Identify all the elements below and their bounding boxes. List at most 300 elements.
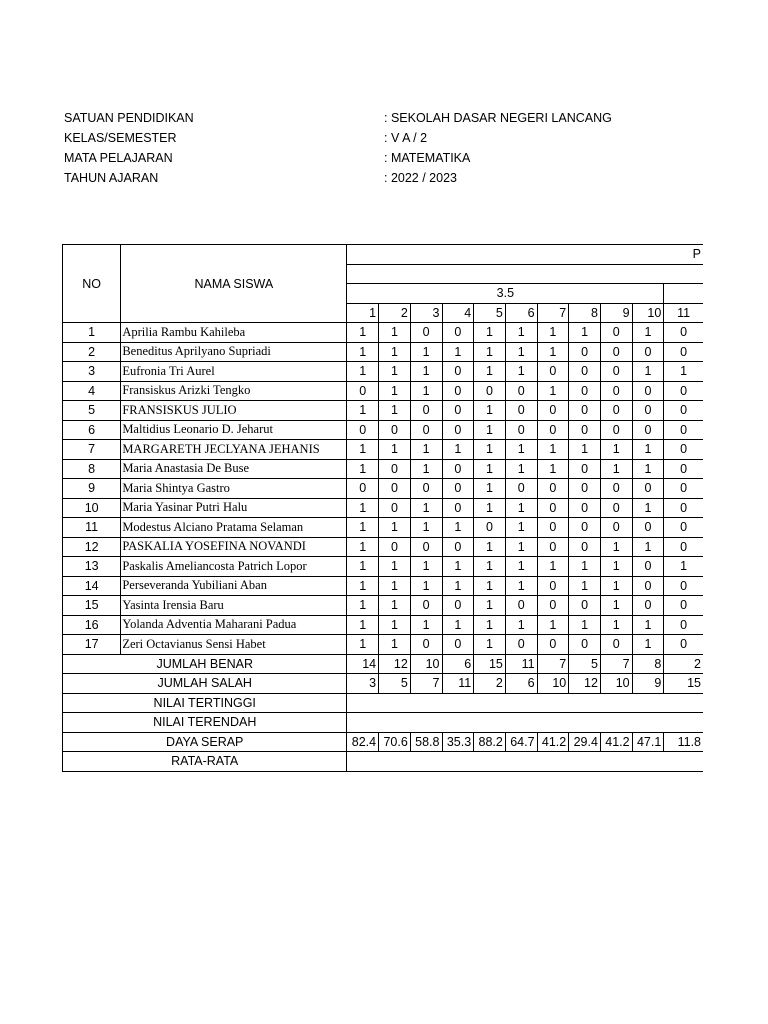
- student-name: Maria Yasinar Putri Halu: [121, 498, 347, 518]
- score-cell: 1: [379, 342, 411, 362]
- score-cell: 1: [379, 518, 411, 538]
- score-cell: 1: [537, 342, 569, 362]
- score-cell: 1: [632, 323, 664, 343]
- header-label: TAHUN AJARAN: [64, 171, 159, 185]
- student-no: 2: [63, 342, 121, 362]
- score-cell: 1: [410, 557, 442, 577]
- summary-row: [63, 674, 704, 694]
- score-cell: 0: [600, 479, 632, 499]
- score-cell: 0: [600, 635, 632, 655]
- score-cell: 0: [600, 381, 632, 401]
- table-row: [63, 420, 704, 440]
- score-cell: 0: [569, 479, 601, 499]
- score-cell: 0: [410, 323, 442, 343]
- score-cell: 1: [474, 615, 506, 635]
- score-cell: 1: [505, 362, 537, 382]
- score-cell: 1: [505, 342, 537, 362]
- score-cell: 1: [410, 518, 442, 538]
- student-name: Perseveranda Yubiliani Aban: [121, 576, 347, 596]
- score-cell: 0: [664, 537, 703, 557]
- score-cell: 1: [474, 537, 506, 557]
- student-name: Yolanda Adventia Maharani Padua: [121, 615, 347, 635]
- header-value: : 2022 / 2023: [384, 171, 457, 185]
- score-cell: 0: [505, 596, 537, 616]
- score-cell: 0: [505, 381, 537, 401]
- score-cell: 0: [474, 381, 506, 401]
- score-cell: 1: [379, 635, 411, 655]
- score-cell: 1: [600, 440, 632, 460]
- header-label: SATUAN PENDIDIKAN: [64, 111, 194, 125]
- table-row: [63, 615, 704, 635]
- score-cell: 1: [505, 576, 537, 596]
- table-row: [63, 342, 704, 362]
- score-cell: 1: [537, 323, 569, 343]
- summary-value: 11: [442, 674, 474, 694]
- score-cell: 0: [600, 420, 632, 440]
- student-name: FRANSISKUS JULIO: [121, 401, 347, 421]
- summary-empty-cell: [347, 752, 703, 772]
- score-cell: 0: [442, 362, 474, 382]
- score-cell: 1: [379, 615, 411, 635]
- question-number: 11: [664, 303, 703, 323]
- score-cell: 1: [569, 323, 601, 343]
- kd-label: 3.5: [347, 284, 664, 304]
- student-no: 11: [63, 518, 121, 538]
- score-cell: 0: [537, 576, 569, 596]
- student-name: Modestus Alciano Pratama Selaman: [121, 518, 347, 538]
- student-name: Maltidius Leonario D. Jeharut: [121, 420, 347, 440]
- score-cell: 1: [410, 381, 442, 401]
- student-no: 15: [63, 596, 121, 616]
- score-cell: 1: [347, 518, 379, 538]
- score-cell: 1: [379, 440, 411, 460]
- summary-value: 41.2: [600, 732, 632, 752]
- score-cell: 1: [569, 576, 601, 596]
- student-no: 5: [63, 401, 121, 421]
- table-row: [63, 596, 704, 616]
- score-cell: 1: [379, 596, 411, 616]
- score-cell: 0: [442, 420, 474, 440]
- score-cell: 1: [347, 342, 379, 362]
- score-cell: 1: [505, 615, 537, 635]
- summary-value: 88.2: [474, 732, 506, 752]
- student-no: 9: [63, 479, 121, 499]
- score-cell: 1: [379, 557, 411, 577]
- score-cell: 0: [569, 596, 601, 616]
- question-number: 5: [474, 303, 506, 323]
- student-name: MARGARETH JECLYANA JEHANIS: [121, 440, 347, 460]
- score-cell: 0: [537, 401, 569, 421]
- score-cell: 1: [410, 362, 442, 382]
- summary-value: 29.4: [569, 732, 601, 752]
- summary-value: 35.3: [442, 732, 474, 752]
- question-number: 6: [505, 303, 537, 323]
- score-cell: 0: [537, 518, 569, 538]
- score-cell: 0: [664, 323, 703, 343]
- summary-value: 14: [347, 654, 379, 674]
- score-cell: 1: [474, 635, 506, 655]
- score-cell: 0: [664, 401, 703, 421]
- score-cell: 1: [442, 518, 474, 538]
- score-cell: 0: [569, 498, 601, 518]
- table-row: [63, 557, 704, 577]
- score-cell: 0: [379, 498, 411, 518]
- header-value: : V A / 2: [384, 131, 428, 145]
- score-cell: 0: [537, 420, 569, 440]
- question-number: 9: [600, 303, 632, 323]
- score-cell: 0: [632, 401, 664, 421]
- score-cell: 0: [442, 479, 474, 499]
- table-row: [63, 537, 704, 557]
- score-cell: 1: [600, 596, 632, 616]
- header-row: [64, 148, 664, 168]
- score-cell: 1: [537, 459, 569, 479]
- score-cell: 1: [379, 401, 411, 421]
- score-cell: 1: [474, 557, 506, 577]
- score-cell: 0: [664, 576, 703, 596]
- score-cell: 0: [664, 342, 703, 362]
- score-cell: 1: [347, 440, 379, 460]
- score-cell: 0: [632, 596, 664, 616]
- table-row: [63, 518, 704, 538]
- score-cell: 1: [474, 342, 506, 362]
- score-cell: 0: [569, 362, 601, 382]
- summary-value: 41.2: [537, 732, 569, 752]
- header-row: [64, 168, 664, 188]
- student-no: 12: [63, 537, 121, 557]
- score-cell: 1: [600, 557, 632, 577]
- score-cell: 0: [442, 459, 474, 479]
- score-cell: 1: [347, 459, 379, 479]
- score-cell: 0: [505, 420, 537, 440]
- header-blank-cell: [347, 264, 703, 284]
- summary-label: RATA-RATA: [63, 752, 347, 772]
- table-row: [63, 401, 704, 421]
- score-cell: 0: [632, 420, 664, 440]
- score-cell: 1: [537, 557, 569, 577]
- score-cell: 0: [505, 635, 537, 655]
- score-cell: 0: [347, 381, 379, 401]
- score-cell: 1: [474, 440, 506, 460]
- score-cell: 1: [379, 576, 411, 596]
- summary-row: [63, 713, 704, 733]
- summary-value: 9: [632, 674, 664, 694]
- score-cell: 1: [410, 498, 442, 518]
- score-cell: 1: [600, 537, 632, 557]
- question-number: 8: [569, 303, 601, 323]
- score-cell: 1: [347, 537, 379, 557]
- score-cell: 1: [537, 615, 569, 635]
- score-cell: 0: [442, 323, 474, 343]
- score-cell: 0: [410, 537, 442, 557]
- student-no: 6: [63, 420, 121, 440]
- score-cell: 1: [505, 440, 537, 460]
- student-no: 17: [63, 635, 121, 655]
- score-cell: 1: [347, 498, 379, 518]
- student-no: 3: [63, 362, 121, 382]
- score-cell: 1: [664, 557, 703, 577]
- student-name: Maria Anastasia De Buse: [121, 459, 347, 479]
- score-cell: 0: [410, 635, 442, 655]
- summary-label: NILAI TERTINGGI: [63, 693, 347, 713]
- score-cell: 0: [600, 518, 632, 538]
- score-cell: 1: [474, 576, 506, 596]
- score-cell: 0: [379, 459, 411, 479]
- student-no: 13: [63, 557, 121, 577]
- score-cell: 0: [379, 537, 411, 557]
- score-cell: 1: [537, 440, 569, 460]
- score-cell: 0: [442, 381, 474, 401]
- question-number: 4: [442, 303, 474, 323]
- table-row: [63, 479, 704, 499]
- score-cell: 1: [474, 323, 506, 343]
- student-no: 4: [63, 381, 121, 401]
- table-row: [63, 576, 704, 596]
- score-cell: 0: [505, 401, 537, 421]
- score-cell: 0: [347, 420, 379, 440]
- summary-value: 2: [664, 654, 703, 674]
- score-cell: 0: [537, 479, 569, 499]
- table-row: [63, 498, 704, 518]
- score-sheet: [62, 244, 703, 774]
- score-cell: 0: [664, 381, 703, 401]
- score-cell: 1: [347, 635, 379, 655]
- score-cell: 1: [505, 537, 537, 557]
- header-value: : MATEMATIKA: [384, 151, 471, 165]
- score-cell: 0: [410, 479, 442, 499]
- score-cell: 1: [347, 401, 379, 421]
- score-cell: 1: [632, 635, 664, 655]
- score-cell: 0: [379, 420, 411, 440]
- summary-value: 10: [600, 674, 632, 694]
- score-cell: 0: [569, 459, 601, 479]
- summary-value: 11: [505, 654, 537, 674]
- score-cell: 1: [505, 323, 537, 343]
- student-name: Maria Shintya Gastro: [121, 479, 347, 499]
- table-row: [63, 323, 704, 343]
- score-cell: 1: [474, 459, 506, 479]
- score-cell: 1: [442, 615, 474, 635]
- question-number: 10: [632, 303, 664, 323]
- score-cell: 0: [537, 635, 569, 655]
- score-cell: 1: [569, 557, 601, 577]
- summary-value: 64.7: [505, 732, 537, 752]
- summary-value: 2: [474, 674, 506, 694]
- summary-value: 58.8: [410, 732, 442, 752]
- score-cell: 1: [474, 479, 506, 499]
- summary-value: 15: [474, 654, 506, 674]
- score-cell: 1: [410, 440, 442, 460]
- summary-value: 10: [537, 674, 569, 694]
- summary-value: 5: [379, 674, 411, 694]
- score-cell: 0: [632, 557, 664, 577]
- summary-row: [63, 732, 704, 752]
- summary-value: 3: [347, 674, 379, 694]
- score-cell: 1: [537, 381, 569, 401]
- score-cell: 0: [410, 401, 442, 421]
- score-cell: 1: [410, 342, 442, 362]
- score-cell: 0: [664, 479, 703, 499]
- summary-value: 8: [632, 654, 664, 674]
- score-cell: 1: [505, 557, 537, 577]
- summary-empty-cell: [347, 693, 703, 713]
- score-cell: 0: [664, 420, 703, 440]
- student-name: Paskalis Ameliancosta Patrich Lopor: [121, 557, 347, 577]
- score-cell: 0: [442, 498, 474, 518]
- table-top-header: P: [347, 245, 703, 265]
- score-cell: 1: [379, 323, 411, 343]
- score-cell: 1: [505, 498, 537, 518]
- score-cell: 1: [442, 440, 474, 460]
- student-name: PASKALIA YOSEFINA NOVANDI: [121, 537, 347, 557]
- score-cell: 1: [474, 401, 506, 421]
- table-row: [63, 440, 704, 460]
- summary-value: 7: [537, 654, 569, 674]
- header-label: MATA PELAJARAN: [64, 151, 173, 165]
- score-cell: 1: [474, 420, 506, 440]
- score-cell: 0: [410, 420, 442, 440]
- score-cell: 0: [600, 401, 632, 421]
- question-number: 2: [379, 303, 411, 323]
- summary-value: 82.4: [347, 732, 379, 752]
- score-cell: 1: [569, 615, 601, 635]
- score-cell: 1: [632, 615, 664, 635]
- score-cell: 1: [442, 342, 474, 362]
- summary-row: [63, 693, 704, 713]
- summary-value: 10: [410, 654, 442, 674]
- document-header: [64, 108, 664, 188]
- student-no: 16: [63, 615, 121, 635]
- score-cell: 1: [442, 557, 474, 577]
- summary-value: 7: [410, 674, 442, 694]
- student-name: Yasinta Irensia Baru: [121, 596, 347, 616]
- summary-value: 47.1: [632, 732, 664, 752]
- summary-value: 7: [600, 654, 632, 674]
- score-cell: 0: [537, 537, 569, 557]
- score-cell: 1: [474, 362, 506, 382]
- student-name: Eufronia Tri Aurel: [121, 362, 347, 382]
- summary-label: JUMLAH SALAH: [63, 674, 347, 694]
- score-cell: 1: [600, 459, 632, 479]
- score-cell: 1: [474, 498, 506, 518]
- score-cell: 0: [442, 401, 474, 421]
- table-row: [63, 459, 704, 479]
- score-cell: 0: [569, 342, 601, 362]
- score-cell: 1: [632, 362, 664, 382]
- header-value: : SEKOLAH DASAR NEGERI LANCANG: [384, 111, 612, 125]
- question-number: 7: [537, 303, 569, 323]
- score-cell: 0: [632, 479, 664, 499]
- student-name: Aprilia Rambu Kahileba: [121, 323, 347, 343]
- summary-row: [63, 654, 704, 674]
- summary-value: 12: [569, 674, 601, 694]
- score-cell: 1: [347, 323, 379, 343]
- header-row-top: [63, 245, 704, 265]
- score-cell: 0: [569, 401, 601, 421]
- score-cell: 0: [442, 537, 474, 557]
- score-cell: 1: [600, 576, 632, 596]
- summary-value: 6: [442, 654, 474, 674]
- student-name: Fransiskus Arizki Tengko: [121, 381, 347, 401]
- header-label: KELAS/SEMESTER: [64, 131, 177, 145]
- score-cell: 0: [569, 537, 601, 557]
- score-cell: 1: [379, 381, 411, 401]
- score-cell: 0: [664, 615, 703, 635]
- score-cell: 1: [569, 440, 601, 460]
- score-cell: 0: [347, 479, 379, 499]
- score-cell: 1: [474, 596, 506, 616]
- score-cell: 0: [505, 479, 537, 499]
- score-cell: 1: [347, 596, 379, 616]
- table-row: [63, 362, 704, 382]
- summary-value: 12: [379, 654, 411, 674]
- score-cell: 0: [410, 596, 442, 616]
- score-cell: 1: [410, 615, 442, 635]
- student-name: Beneditus Aprilyano Supriadi: [121, 342, 347, 362]
- score-cell: 0: [537, 362, 569, 382]
- score-cell: 0: [569, 518, 601, 538]
- student-no: 10: [63, 498, 121, 518]
- col-no-header: NO: [63, 245, 121, 323]
- header-row: [64, 108, 664, 128]
- summary-label: JUMLAH BENAR: [63, 654, 347, 674]
- score-cell: 0: [600, 498, 632, 518]
- score-cell: 1: [410, 459, 442, 479]
- score-table: [62, 244, 703, 772]
- score-cell: 0: [569, 635, 601, 655]
- student-name: Zeri Octavianus Sensi Habet: [121, 635, 347, 655]
- student-no: 1: [63, 323, 121, 343]
- score-cell: 1: [410, 576, 442, 596]
- summary-empty-cell: [347, 713, 703, 733]
- score-cell: 1: [347, 576, 379, 596]
- col-name-header: NAMA SISWA: [121, 245, 347, 323]
- student-no: 7: [63, 440, 121, 460]
- summary-value: 70.6: [379, 732, 411, 752]
- score-cell: 1: [664, 362, 703, 382]
- score-cell: 1: [632, 440, 664, 460]
- score-cell: 0: [632, 576, 664, 596]
- score-cell: 0: [537, 498, 569, 518]
- header-row: [64, 128, 664, 148]
- table-row: [63, 635, 704, 655]
- student-no: 8: [63, 459, 121, 479]
- summary-label: NILAI TERENDAH: [63, 713, 347, 733]
- score-cell: 1: [505, 518, 537, 538]
- question-number: 1: [347, 303, 379, 323]
- table-row: [63, 381, 704, 401]
- score-cell: 0: [569, 420, 601, 440]
- score-cell: 0: [664, 459, 703, 479]
- score-cell: 0: [600, 342, 632, 362]
- score-cell: 1: [600, 615, 632, 635]
- score-cell: 0: [537, 596, 569, 616]
- summary-value: 6: [505, 674, 537, 694]
- score-cell: 0: [632, 518, 664, 538]
- score-cell: 1: [632, 459, 664, 479]
- score-cell: 1: [347, 557, 379, 577]
- score-cell: 0: [664, 518, 703, 538]
- summary-value: 5: [569, 654, 601, 674]
- score-cell: 0: [442, 635, 474, 655]
- summary-label: DAYA SERAP: [63, 732, 347, 752]
- score-cell: 0: [664, 596, 703, 616]
- score-cell: 0: [664, 440, 703, 460]
- score-cell: 1: [379, 362, 411, 382]
- score-cell: 0: [474, 518, 506, 538]
- score-cell: 0: [600, 323, 632, 343]
- summary-row: [63, 752, 704, 772]
